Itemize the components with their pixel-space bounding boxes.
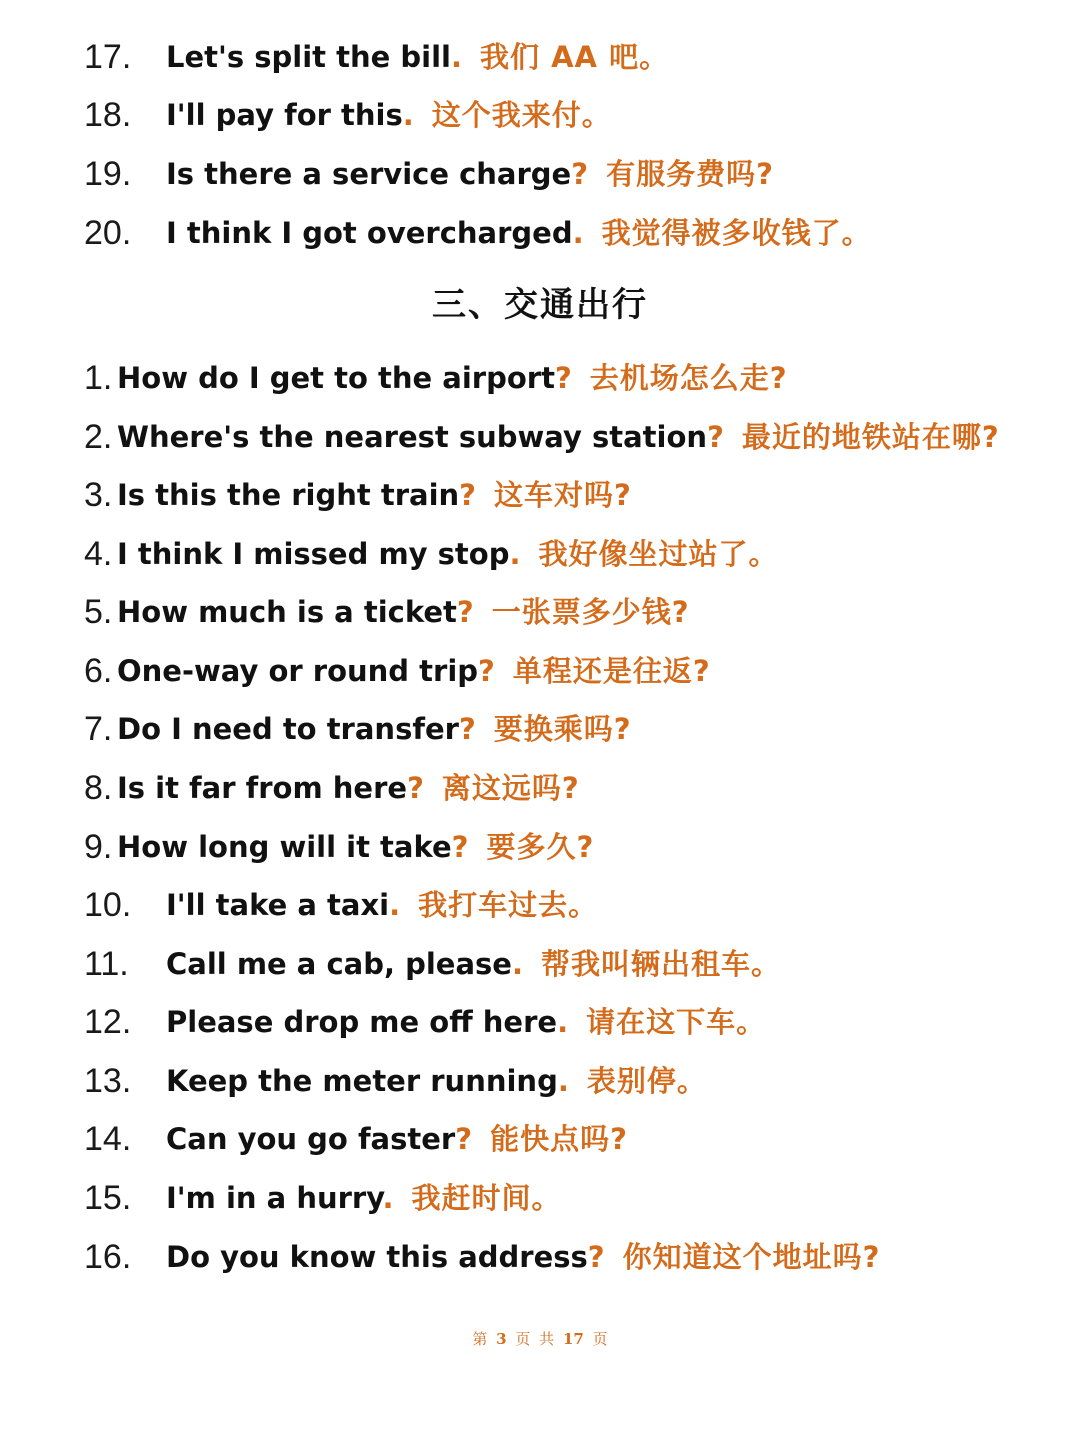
english-phrase: Let's split the bill: [166, 40, 451, 74]
list-item: [0, 204, 1080, 262]
list-item: [0, 525, 1080, 583]
punctuation: .: [389, 888, 401, 922]
list-item: [0, 466, 1080, 524]
list-item: [0, 145, 1080, 203]
english-phrase: I'll pay for this: [166, 98, 403, 132]
item-number: 18.: [84, 96, 132, 134]
english-phrase: Do you know this address: [166, 1240, 588, 1274]
list-item: [0, 408, 1080, 466]
english-phrase: Call me a cab, please: [166, 947, 512, 981]
punctuation: ?: [571, 157, 589, 191]
chinese-translation: 帮我叫辆出租车。: [541, 947, 782, 981]
list-item: [0, 935, 1080, 993]
punctuation: ?: [458, 712, 476, 746]
list-item: [0, 759, 1080, 817]
english-phrase: Please drop me off here: [166, 1005, 558, 1039]
english-phrase: Is there a service charge: [166, 157, 572, 191]
item-number: 7.: [84, 710, 113, 748]
item-number: 2.: [84, 418, 113, 456]
item-number: 1.: [84, 359, 113, 397]
footer-total-word: 共: [539, 1330, 555, 1348]
punctuation: .: [557, 1064, 569, 1098]
item-number: 17.: [84, 38, 132, 76]
chinese-translation: 单程还是往返?: [512, 654, 711, 688]
punctuation: .: [511, 947, 524, 981]
english-phrase: Is it far from here: [117, 771, 408, 805]
list-item: [0, 1169, 1080, 1227]
item-number: 4.: [84, 535, 113, 573]
item-number: 10.: [84, 886, 132, 924]
item-number: 9.: [84, 828, 113, 866]
chinese-translation: 表别停。: [586, 1064, 707, 1098]
item-number: 13.: [84, 1062, 132, 1100]
chinese-translation: 能快点吗?: [490, 1122, 628, 1156]
chinese-translation: 请在这下车。: [586, 1005, 767, 1039]
punctuation: ?: [459, 478, 476, 512]
footer-suffix: 页: [592, 1330, 608, 1348]
section-title: 三、交通出行: [432, 285, 648, 325]
chinese-translation: 要换乘吗?: [493, 712, 632, 746]
english-phrase: I'll take a taxi: [166, 888, 390, 922]
item-number: 12.: [84, 1003, 132, 1041]
list-item: [0, 1052, 1080, 1110]
english-phrase: I think I missed my stop: [117, 537, 510, 571]
english-phrase: Keep the meter running: [166, 1064, 558, 1098]
list-item: [0, 86, 1080, 144]
chinese-translation: 我好像坐过站了。: [538, 537, 779, 571]
chinese-translation: 我们 AA 吧。: [480, 40, 670, 74]
punctuation: .: [509, 537, 521, 571]
item-number: 20.: [84, 214, 132, 252]
chinese-translation: 这个我来付。: [431, 98, 612, 132]
punctuation: .: [382, 1181, 394, 1215]
page-footer: [0, 1328, 1080, 1349]
total-pages-number: 17: [562, 1330, 584, 1348]
list-item: [0, 993, 1080, 1051]
english-phrase: I'm in a hurry: [166, 1181, 383, 1215]
punctuation: .: [450, 40, 462, 74]
item-number: 14.: [84, 1120, 132, 1158]
english-phrase: Do I need to transfer: [117, 712, 459, 746]
english-phrase: One-way or round trip: [117, 654, 479, 688]
punctuation: ?: [478, 654, 495, 688]
footer-prefix: 第: [472, 1330, 488, 1348]
list-item: [0, 28, 1080, 86]
item-number: 8.: [84, 769, 113, 807]
chinese-translation: 我打车过去。: [418, 888, 599, 922]
punctuation: ?: [407, 771, 424, 805]
list-item: [0, 876, 1080, 934]
punctuation: .: [402, 98, 414, 132]
item-number: 3.: [84, 476, 113, 514]
item-number: 11.: [84, 945, 129, 983]
punctuation: .: [572, 216, 584, 250]
english-phrase: How do I get to the airport: [117, 361, 555, 395]
item-number: 5.: [84, 593, 113, 631]
chinese-translation: 离这远吗?: [441, 771, 580, 805]
list-item: [0, 642, 1080, 700]
english-phrase: How much is a ticket: [117, 595, 457, 629]
chinese-translation: 有服务费吗?: [606, 157, 774, 191]
chinese-translation: 最近的地铁站在哪?: [741, 420, 1000, 454]
chinese-translation: 这车对吗?: [493, 478, 632, 512]
punctuation: ?: [455, 1122, 473, 1156]
punctuation: ?: [451, 830, 469, 864]
english-phrase: How long will it take: [117, 830, 452, 864]
list-item: [0, 583, 1080, 641]
punctuation: ?: [707, 420, 724, 454]
english-phrase: Can you go faster: [166, 1122, 456, 1156]
chinese-translation: 要多久?: [486, 830, 595, 864]
english-phrase: Is this the right train: [117, 478, 460, 512]
punctuation: ?: [456, 595, 474, 629]
punctuation: .: [557, 1005, 569, 1039]
list-item: [0, 1228, 1080, 1286]
english-phrase: Where's the nearest subway station: [117, 420, 708, 454]
chinese-translation: 去机场怎么走?: [589, 361, 788, 395]
punctuation: ?: [554, 361, 572, 395]
list-item: [0, 818, 1080, 876]
item-number: 16.: [84, 1238, 132, 1276]
item-number: 15.: [84, 1179, 132, 1217]
footer-page-word: 页: [515, 1330, 531, 1348]
punctuation: ?: [587, 1240, 605, 1274]
item-number: 6.: [84, 652, 113, 690]
chinese-translation: 我觉得被多收钱了。: [601, 216, 872, 250]
list-item: [0, 1110, 1080, 1168]
list-item: [0, 349, 1080, 407]
item-number: 19.: [84, 155, 132, 193]
list-item: [0, 700, 1080, 758]
english-phrase: I think I got overcharged: [166, 216, 573, 250]
chinese-translation: 我赶时间。: [411, 1181, 562, 1215]
chinese-translation: 一张票多少钱?: [491, 595, 690, 629]
current-page-number: 3: [496, 1330, 507, 1348]
chinese-translation: 你知道这个地址吗?: [622, 1240, 881, 1274]
